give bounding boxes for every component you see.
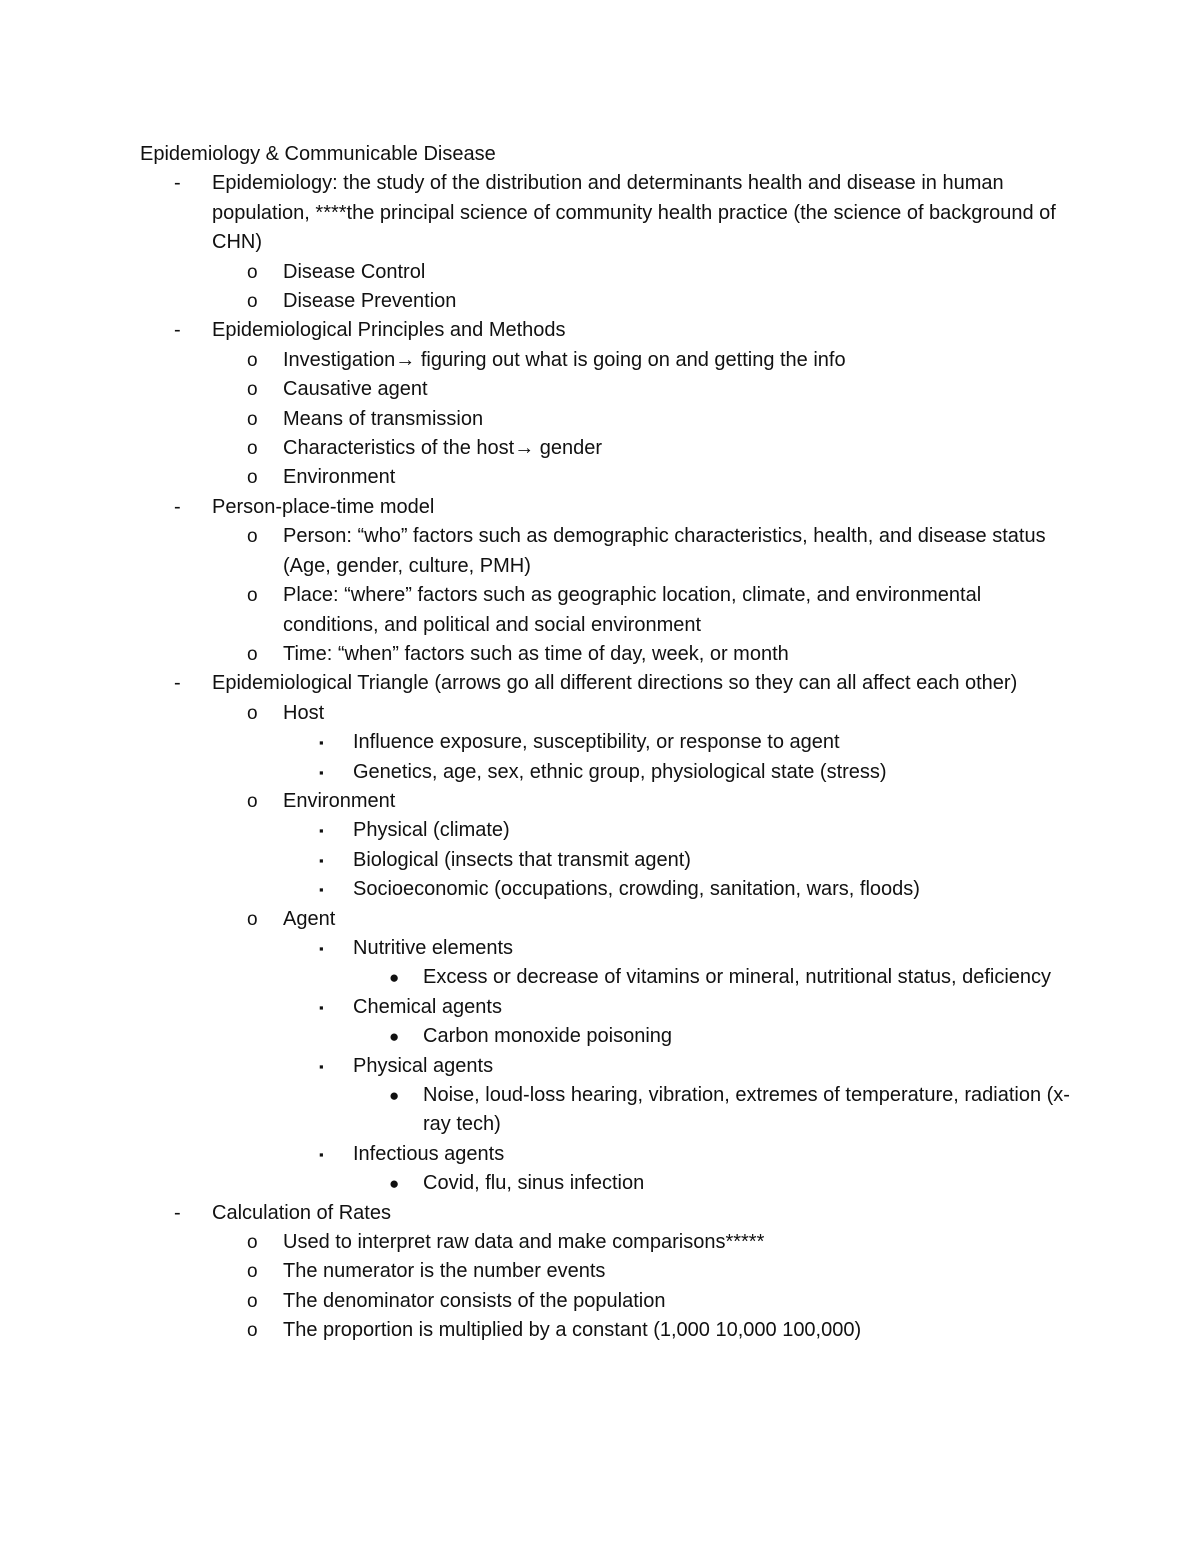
sub-sub-item — [283, 728, 1070, 757]
sub-list — [212, 1228, 1070, 1346]
sub-item — [212, 522, 1070, 581]
circle-marker: o — [247, 585, 258, 607]
bullet-marker: ● — [389, 1027, 400, 1047]
square-marker: ▪ — [319, 823, 324, 839]
detail-list — [353, 963, 1070, 992]
outline-text: Calculation of Rates — [212, 1201, 391, 1224]
dash-marker: - — [174, 672, 181, 695]
square-marker: ▪ — [319, 852, 324, 868]
document-title: Epidemiology & Communicable Disease — [140, 143, 496, 165]
sub-item — [212, 1228, 1070, 1257]
bullet-marker: ● — [389, 968, 400, 988]
sub-sub-item — [283, 758, 1070, 787]
sub-item-text: The denominator consists of the population — [283, 1289, 666, 1312]
circle-marker: o — [247, 349, 258, 371]
sub-sub-item-text: Physical (climate) — [353, 819, 510, 842]
dash-marker: - — [174, 1201, 181, 1224]
sub-list — [212, 258, 1070, 317]
sub-item — [212, 1316, 1070, 1345]
sub-item — [212, 905, 1070, 1199]
sub-item — [212, 287, 1070, 316]
document-page — [140, 140, 1070, 1346]
sub-list — [212, 699, 1070, 1199]
circle-marker: o — [247, 790, 258, 812]
sub-item-text: Environment — [283, 466, 396, 489]
bullet-marker: ● — [389, 1086, 400, 1105]
detail-item — [353, 963, 1070, 992]
detail-item-text: Noise, loud-loss hearing, vibration, extremes of temperature, radiation (x-ray tech) — [423, 1084, 1070, 1136]
sub-item — [212, 1257, 1070, 1286]
outline-text: Epidemiology: the study of the distribution and determinants health and disease in human population, ****the principal science of community health practice (the science of background of CHN) — [212, 172, 1056, 254]
detail-item — [353, 1022, 1070, 1051]
sub-item-text: Host — [283, 701, 325, 724]
detail-item-text: Covid, flu, sinus infection — [423, 1172, 645, 1195]
sub-sub-item-text: Socioeconomic (occupations, crowding, sanitation, wars, floods) — [353, 878, 920, 901]
outline-item — [140, 169, 1070, 316]
sub-item-text: Disease Prevention — [283, 290, 457, 313]
sub-sub-item-text: Biological (insects that transmit agent) — [353, 848, 691, 871]
sub-sub-item — [283, 934, 1070, 993]
sub-sub-item — [283, 846, 1070, 875]
circle-marker: o — [247, 261, 258, 283]
square-marker: ▪ — [319, 940, 324, 956]
detail-item — [353, 1081, 1070, 1140]
circle-marker: o — [247, 643, 258, 665]
outline-item — [140, 1199, 1070, 1346]
sub-item-text: The numerator is the number events — [283, 1260, 606, 1283]
circle-marker: o — [247, 1290, 258, 1312]
sub-sub-item — [283, 1140, 1070, 1199]
sub-item-text: Time: “when” factors such as time of day, week, or month — [283, 642, 789, 665]
sub-item-text: Person: “who” factors such as demographic characteristics, health, and disease status (Age, gender, culture, PMH) — [283, 525, 1046, 577]
sub-item-text: Causative agent — [283, 378, 428, 401]
sub-item-text: Investigation→ figuring out what is going on and getting the info — [283, 348, 846, 371]
outline-item — [140, 493, 1070, 669]
sub-sub-item — [283, 816, 1070, 845]
circle-marker: o — [247, 291, 258, 313]
circle-marker: o — [247, 1232, 258, 1254]
circle-marker: o — [247, 908, 258, 930]
square-marker: ▪ — [319, 1146, 324, 1162]
square-marker: ▪ — [319, 999, 324, 1015]
sub-sub-list — [283, 816, 1070, 904]
circle-marker: o — [247, 408, 258, 430]
sub-sub-item-text: Physical agents — [353, 1054, 494, 1077]
detail-list — [353, 1081, 1070, 1140]
sub-sub-list — [283, 934, 1070, 1199]
dash-marker: - — [174, 172, 181, 195]
circle-marker: o — [247, 702, 258, 724]
sub-sub-item — [283, 993, 1070, 1052]
sub-item — [212, 1287, 1070, 1316]
circle-marker: o — [247, 526, 258, 548]
square-marker: ▪ — [319, 1058, 324, 1074]
circle-marker: o — [247, 1320, 258, 1342]
sub-item-text: Characteristics of the host→ gender — [283, 437, 603, 460]
sub-item-text: Used to interpret raw data and make comparisons***** — [283, 1231, 765, 1254]
sub-item — [212, 699, 1070, 787]
sub-list — [212, 346, 1070, 493]
detail-item-text: Excess or decrease of vitamins or mineral, nutritional status, deficiency — [423, 966, 1052, 989]
sub-sub-item-text: Genetics, age, sex, ethnic group, physiological state (stress) — [353, 760, 887, 783]
detail-list — [353, 1169, 1070, 1198]
sub-sub-item-text: Nutritive elements — [353, 936, 514, 959]
outline-text: Epidemiological Principles and Methods — [212, 319, 566, 342]
sub-sub-item — [283, 1052, 1070, 1140]
sub-item-text: Place: “where” factors such as geographic location, climate, and environmental conditions, and political and social environment — [283, 584, 982, 636]
circle-marker: o — [247, 467, 258, 489]
sub-item — [212, 434, 1070, 463]
circle-marker: o — [247, 1261, 258, 1283]
sub-item-text: Environment — [283, 789, 396, 812]
square-marker: ▪ — [319, 735, 324, 751]
circle-marker: o — [247, 438, 258, 460]
sub-item-text: Means of transmission — [283, 407, 484, 430]
sub-item — [212, 640, 1070, 669]
sub-item-text: The proportion is multiplied by a constant (1,000 10,000 100,000) — [283, 1319, 862, 1342]
square-marker: ▪ — [319, 882, 324, 898]
sub-item — [212, 463, 1070, 492]
outline-text: Epidemiological Triangle (arrows go all different directions so they can all affect each other) — [212, 672, 1018, 695]
square-marker: ▪ — [319, 764, 324, 780]
sub-item — [212, 405, 1070, 434]
dash-marker: - — [174, 319, 181, 342]
outline-item — [140, 669, 1070, 1198]
outline-list — [140, 169, 1070, 1345]
sub-list — [212, 522, 1070, 669]
sub-sub-item-text: Chemical agents — [353, 995, 502, 1018]
sub-sub-item — [283, 875, 1070, 904]
sub-item-text: Agent — [283, 907, 336, 930]
sub-item — [212, 375, 1070, 404]
sub-item-text: Disease Control — [283, 260, 426, 283]
bullet-marker: ● — [389, 1174, 400, 1194]
circle-marker: o — [247, 379, 258, 401]
detail-item — [353, 1169, 1070, 1198]
dash-marker: - — [174, 495, 181, 518]
sub-sub-item-text: Infectious agents — [353, 1142, 505, 1165]
sub-item — [212, 346, 1070, 375]
detail-item-text: Carbon monoxide poisoning — [423, 1025, 673, 1048]
detail-list — [353, 1022, 1070, 1051]
outline-text: Person-place-time model — [212, 495, 435, 518]
sub-sub-item-text: Influence exposure, susceptibility, or response to agent — [353, 731, 840, 754]
sub-sub-list — [283, 728, 1070, 787]
sub-item — [212, 581, 1070, 640]
sub-item — [212, 258, 1070, 287]
sub-item — [212, 787, 1070, 905]
outline-item — [140, 316, 1070, 492]
